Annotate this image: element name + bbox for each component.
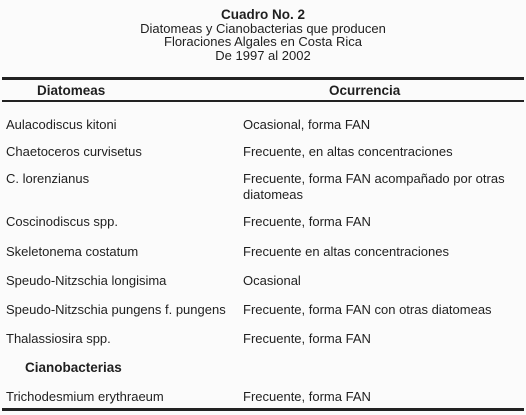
occurrence-value: Frecuente en altas concentraciones (243, 244, 449, 259)
species-name: Speudo-Nitzschia pungens f. pungens (6, 302, 226, 317)
caption-line-1: Diatomeas y Cianobacterias que producen (140, 20, 386, 36)
column-header-diatomeas: Diatomeas (37, 83, 106, 98)
caption-line-3: De 1997 al 2002 (215, 47, 311, 63)
occurrence-value: Frecuente, forma FAN (243, 331, 371, 346)
species-name: Aulacodiscus kitoni (6, 117, 117, 132)
occurrence-value: Frecuente, forma FAN (243, 214, 371, 229)
table-top-rule (2, 77, 524, 80)
occurrence-value: Ocasional, forma FAN (243, 117, 371, 132)
species-name: Speudo-Nitzschia longisima (6, 273, 167, 288)
occurrence-value: Frecuente, forma FAN con otras diatomeas (243, 302, 492, 317)
species-name: C. lorenzianus (6, 171, 90, 186)
species-name: Coscinodiscus spp. (6, 214, 118, 229)
occurrence-value: Frecuente, forma FAN (243, 389, 371, 404)
table-header-rule (2, 100, 524, 102)
section-header-cianobacterias: Cianobacterias (25, 360, 122, 375)
species-name: Trichodesmium erythraeum (6, 389, 164, 404)
species-name: Thalassiosira spp. (6, 331, 111, 346)
occurrence-value: Frecuente, en altas concentraciones (243, 144, 453, 159)
species-name: Chaetoceros curvisetus (6, 144, 142, 159)
occurrence-value: Ocasional (243, 273, 301, 288)
occurrence-value: Frecuente, forma FAN acompañado por otras diatomeas (243, 171, 505, 202)
caption-title: Cuadro No. 2 (220, 7, 305, 22)
caption-line-2: Floraciones Algales en Costa Rica (164, 34, 362, 49)
table-caption (0, 8, 526, 62)
table-bottom-rule (2, 408, 524, 411)
species-name: Skeletonema costatum (6, 244, 139, 259)
column-header-ocurrencia: Ocurrencia (329, 83, 401, 98)
